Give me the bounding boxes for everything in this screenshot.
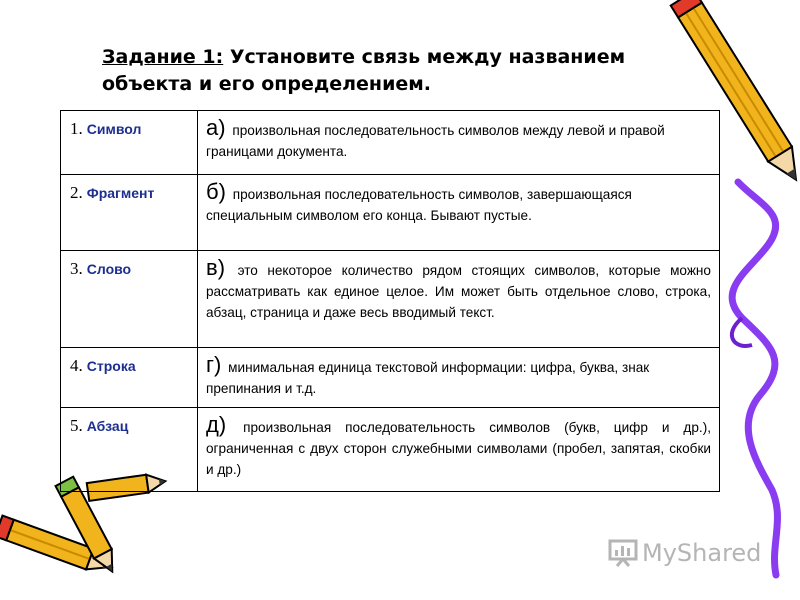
definition-cell xyxy=(198,251,720,348)
term-cell xyxy=(61,251,198,348)
presentation-board-icon xyxy=(608,539,638,567)
term-number: 1. xyxy=(70,119,83,138)
definition-letter: б) xyxy=(206,179,226,204)
term-cell xyxy=(61,111,198,175)
term-cell xyxy=(61,348,198,408)
definition-letter: г) xyxy=(206,352,222,377)
term-word: Символ xyxy=(86,121,142,137)
definition-letter: д) xyxy=(206,412,227,437)
table-row xyxy=(61,175,720,251)
watermark-logo xyxy=(608,538,761,568)
table-row xyxy=(61,111,720,175)
definition-cell xyxy=(198,111,720,175)
definition-letter: а) xyxy=(206,115,226,140)
definition-text: произвольная последовательность символов (букв, цифр и др.), ограниченная с двух сторон служебными символами (пробел, запятая, скобки и др.) xyxy=(206,420,711,477)
term-word: Слово xyxy=(86,261,132,277)
watermark-text: MyShared xyxy=(642,539,762,567)
task-text: Установите связь между названием объекта и его определением. xyxy=(102,46,626,95)
term-number: 3. xyxy=(70,259,83,278)
definition-text: минимальная единица текстовой информации: цифра, буква, знак препинания и т.д. xyxy=(206,360,650,396)
term-word: Абзац xyxy=(86,418,129,434)
table-row xyxy=(61,251,720,348)
task-number: Задание 1: xyxy=(102,46,224,68)
definition-cell xyxy=(198,175,720,251)
definition-cell xyxy=(198,348,720,408)
ribbon-swirl xyxy=(732,182,777,575)
term-number: 4. xyxy=(70,356,83,375)
term-word: Строка xyxy=(86,358,136,374)
term-number: 2. xyxy=(70,183,83,202)
term-number: 5. xyxy=(70,416,83,435)
definition-letter: в) xyxy=(206,255,226,280)
term-word: Фрагмент xyxy=(86,185,155,201)
table-row xyxy=(61,408,720,492)
definition-text: произвольная последовательность символов между левой и правой границами документа. xyxy=(206,123,665,159)
definition-cell xyxy=(198,408,720,492)
term-cell xyxy=(61,175,198,251)
table-row xyxy=(61,348,720,408)
matching-table xyxy=(60,110,720,492)
term-cell xyxy=(61,408,198,492)
definition-text: это некоторое количество рядом стоящих символов, которые можно рассматривать как единое целое. Им может быть отдельное слово, строка, абзац, страница и даже весь вводимый текст. xyxy=(206,263,711,320)
task-heading xyxy=(102,44,702,98)
definition-text: произвольная последовательность символов, завершающаяся специальным символом его конца. Бывают пустые. xyxy=(206,187,632,223)
